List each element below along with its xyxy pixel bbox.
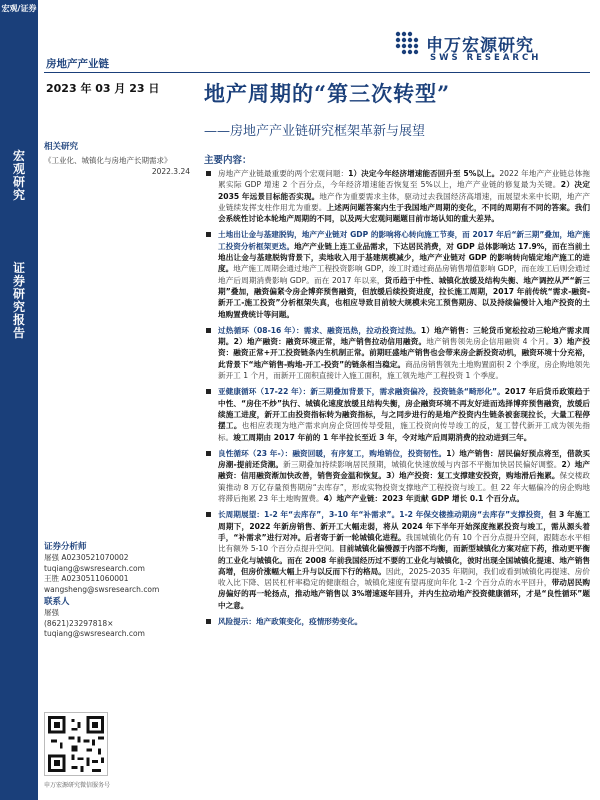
key-point-text: 但 3 年施工周期下，2022 年新房销售、新开工大幅走弱，将从 2024 年下半年开始深度拖累投资与竣工，需从源头着手，“补需求”进行对冲。: [218, 510, 590, 542]
key-point-text: 商品房销售领先土地购置面积 2 个季度，房企购地领先新开工 1 个月，而新开工面积直接计入施工面积，施工领先地产工程投资 1 个季度。: [218, 359, 590, 381]
key-point-6: [204, 509, 590, 611]
key-point-text: 因此，2025-2035 年期间，我们或看到城镇化再提速、房价收入比下降、居民杠杆率稳定的健康组合，城镇化速度有望再度向年化 1-2 个百分点的水平回升，: [218, 566, 591, 588]
side-tag: 宏观/证券: [1, 4, 37, 13]
related-research-label: 相关研究: [44, 142, 79, 152]
contact-phone: (8621)23297818×: [44, 618, 114, 628]
report-title: 地产周期的“第三次转型”: [204, 81, 451, 106]
related-research-link[interactable]: 《工业化、城镇化与房地产长期需求》: [44, 156, 172, 165]
key-point-2: [204, 229, 590, 319]
key-point-text: 前期旺盛地产销售也会带来房企新投资动机，融资环境十分充裕，此背景下“地产销售-购地-开工-投资”的链条相当稳定。: [218, 348, 590, 369]
key-point-1: [204, 168, 590, 224]
brand-logo: [394, 30, 594, 68]
related-research-date: 2022.3.24: [151, 167, 190, 176]
logo-english-text: SWS RESEARCH: [430, 53, 542, 63]
key-point-text: 我国城镇化仍有 10 个百分点提升空间，跟随态水平相比有额外 5-10 个百分点提升空间。: [218, 532, 591, 554]
key-point-text: 过热循环（08-16 年）：需求、融资迅热，拉动投资过热。: [218, 325, 421, 335]
side-label-report-type: 证 券 研 究 报 告: [12, 261, 25, 340]
qr-caption: 申万宏源研究微信服务号: [44, 782, 111, 789]
key-point-text: 土地出让金与基建脱钩，地产产业链对 GDP 的影响将心转向施工节奏，而 2017 年后“新三期”叠加，地产施工投资分析框架更迭。: [218, 230, 590, 251]
key-point-text: 货币趋于中性、城镇化放缓及结构失衡、地产调控从严“新三期”叠加，融资偏紧令房企博弈预售融资，但放缓后续投资进度，拉长施工周期，2017 年前传统“需求-融资-新开工-施工投资”分析框架失真，也相应导致目前较大规模未完工预售期房、以及持续偏慢计入地产投资的土地购置费统计等问题。: [218, 275, 590, 319]
key-points-list: [204, 168, 590, 632]
analyst-info: [44, 542, 190, 640]
key-point-text: 而在 2008 年前我国经历过不要的工业化与城镇化，彼时出现全国城镇化提速、地产销售高增，但房价涨幅大幅上升与以反而下行的格局。: [218, 555, 591, 576]
side-label-macro: 宏 观 研 究: [12, 149, 25, 202]
analyst-email[interactable]: wangsheng@swsresearch.com: [44, 584, 160, 594]
section-name: 房地产产业链: [46, 58, 109, 70]
key-point-text: 1）决定今年经济增速能否回升至 5%以上。: [348, 169, 500, 178]
key-point-text: 地产作为重要需求主体，驱动过去我国经济高增速，而展望未来中长期，地产产业链续发挥支柱作用尤为重要。: [218, 191, 591, 212]
report-subtitle: ——房地产产业链研究框架革新与展望: [204, 124, 426, 139]
analyst-label: 证券分析师: [44, 542, 87, 552]
key-point-text: 房地产产业链最重要的两个宏观问题：: [218, 169, 349, 178]
key-point-text: 地产产业链对 GDP 的影响转向锚定地产施工的进度。: [218, 253, 591, 274]
key-point-text: 保交楼政策推动 8 万亿存量预售期房“去库存”，形成实物投资支撑地产工程投资与竣工。但 22 年大幅偏冷的房企购地将滞后拖累 23 年土地购置费。: [218, 471, 591, 504]
contact-email[interactable]: tuqiang@swsresearch.com: [44, 629, 145, 639]
key-point-text: 亚健康循环（17-22 年）：新三期叠加背景下，需求融资偏冷，投资链条“畸形化”。: [218, 387, 505, 397]
related-research: [44, 140, 190, 176]
key-point-text: 新三期叠加持续影响居民预期，城镇化快速放缓与内部不平衡加快居民偏好调整。: [283, 460, 562, 470]
report-date: 2023 年 03 月 23 日: [46, 82, 160, 95]
key-point-text: 长周期展望：1-2 年“去库存”，3-10 年“补需求”。1-2 年保交楼推动期房“去库存”支撑投资，: [218, 510, 549, 520]
contact-name: 屠强: [44, 608, 59, 618]
key-point-4: [204, 386, 590, 442]
key-point-text: 风险提示：地产政策变化，疫情形势变化。: [218, 616, 363, 626]
side-strip: [0, 0, 38, 800]
key-point-text: 目前城镇化偏慢源于内部不均衡，而新型城镇化方案对症下药，推动更平衡的工业化与城镇化。: [218, 544, 590, 565]
sws-logo-icon: [394, 30, 422, 58]
key-point-text: 也相应表现为地产需求向房企贷回传导受阻，施工投资向传导竣工的反，复工替代新开工成为领先指标。: [218, 421, 590, 442]
key-point-text: 竣工周期由 2017 年前的 1 年半拉长至近 3 年，令对地产后周期消费的拉动进到三年。: [233, 432, 532, 442]
key-point-text: 地产产业链上连工业品需求，下达居民消费，对 GDP 总体影响达 17.9%，而在当前土地出让金与基建脱钩背景下，卖地收入用于基建规模减少，: [218, 241, 591, 263]
key-point-text: 上述两问题答案内生于我国地产周期的变化，不同的周期有不同的答案。我们会系统性讨论本轮地产周期的不同，以及两大宏观问题题目前市场认知的重大差异。: [218, 202, 590, 224]
key-point-text: 2）地产融资：融资环境正常，地产销售拉动信用融资。: [233, 337, 427, 347]
key-point-text: 2）地产融资：信用融资渐加快改善，销售资金温和恢复。: [218, 460, 590, 481]
analyst-line: 王胜 A0230511060001: [44, 574, 129, 584]
key-point-text: 带动居民购房偏好的再一轮扬点，推动地产销售以 3%增速逐年回升，并内生拉动地产投资健康循环，才是“良性循环”题中之意。: [218, 578, 590, 610]
key-point-text: 1）地产销售：居民偏好预点将至，借款买房潮-提前还贷潮。: [218, 448, 590, 470]
key-point-text: 2022 年地产产业链总体拖累实际 GDP 增速 2 个百分点，今年经济增速能否恢复至 5%以上，地产产业链的修复最为关键。: [218, 169, 590, 190]
key-point-7: [204, 616, 590, 627]
header-divider: [44, 72, 590, 73]
key-point-text: 地产销售领先房企信用融资 4 个月。: [426, 337, 554, 347]
key-point-text: 3）地产投资：复工支撑建安投资，购地滑后拖累。: [386, 471, 560, 481]
qr-code-icon: [44, 712, 108, 776]
key-point-text: 良性循环（23 年-）：融资回暖，有序复工，购地销位，投资韧性。: [218, 448, 447, 458]
analyst-line: 屠强 A0230521070002: [44, 553, 129, 563]
logo-chinese-text: 申万宏源研究: [426, 36, 534, 56]
contact-label: 联系人: [44, 597, 70, 608]
key-point-text: 3）地产投资：融资正常+开工投资链条内生机制正常。: [218, 337, 590, 358]
key-point-text: 2）决定 2035 年远景目标能否实现。: [218, 180, 590, 201]
key-point-text: 1）地产销售：三轮货币宽松拉动三轮地产需求周期。: [218, 325, 590, 347]
key-point-text: 4）地产产业链：2023 年贡献 GDP 增长 0.1 个百分点。: [323, 494, 524, 504]
key-point-text: 后者寄于新一轮城镇化进程。: [305, 532, 406, 542]
key-point-text: 地产施工周期会通过地产工程投资影响 GDP，竣工时通过商品房销售增值影响 GDP，而在竣工后则会通过地产后周期消费影响 GDP。而在 2017 年以来，: [218, 264, 591, 285]
key-point-text: 2017 年后货币政策趋于中性、“房住不炒”执行、城镇化速度放缓且结构失衡，房企融资环境不再友好进而选择博弈预售融资，放缓后续施工进度，新开工由投资指标转为融资指标，与之同步进行的是地产投资内生链条被套现拉长，大量工程停摆工。: [218, 387, 591, 431]
key-points-label: 主要内容：: [204, 155, 252, 166]
key-point-5: [204, 448, 590, 504]
key-point-3: [204, 325, 590, 381]
analyst-email[interactable]: tuqiang@swsresearch.com: [44, 563, 145, 573]
